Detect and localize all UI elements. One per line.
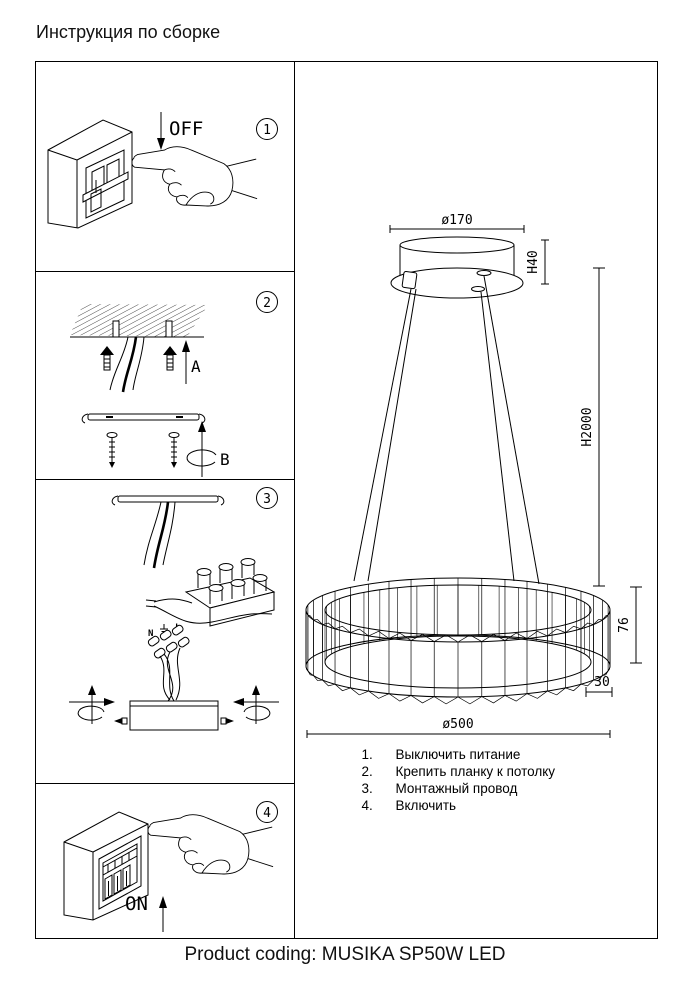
hand-icon: [148, 815, 273, 874]
ceiling: [70, 304, 208, 337]
rotate-b-icon: [187, 421, 216, 477]
svg-text:H2000: H2000: [579, 407, 595, 447]
step-1-illustration: [36, 62, 294, 271]
legend-item: 2. Крепить планку к потолку: [361, 764, 556, 779]
drawing-panel: [296, 62, 657, 938]
breaker-box-off: [48, 120, 132, 228]
svg-text:ø170: ø170: [440, 213, 473, 228]
svg-text:76: 76: [616, 617, 632, 633]
step-number-badge: [257, 292, 278, 313]
step-3-illustration: [36, 480, 294, 783]
legend-item: 3. Монтажный провод: [361, 781, 518, 796]
dim-canopy-height: [526, 240, 549, 284]
screws: [107, 433, 179, 469]
dim-canopy-diameter: [390, 213, 524, 233]
svg-text:4: 4: [263, 806, 271, 821]
step-number-badge: [257, 119, 278, 140]
label-b: B: [220, 450, 230, 469]
main-frame: [35, 61, 658, 939]
svg-text:H40: H40: [525, 250, 541, 274]
step-2-cell: [36, 272, 294, 480]
off-arrow-icon: [157, 112, 165, 150]
wire-connectors: [147, 624, 190, 701]
fasten-left-icon: [69, 685, 127, 724]
svg-text:ø500: ø500: [441, 717, 474, 732]
label-a: A: [191, 357, 201, 376]
canopy-body: [130, 701, 218, 730]
step-4-illustration: [36, 784, 294, 941]
step-4-cell: [36, 784, 294, 941]
step-number-badge: [257, 488, 278, 509]
step-number-badge: [257, 802, 278, 823]
product-coding: Product coding: MUSIKA SP50W LED: [184, 944, 506, 965]
dim-ring-rim: [586, 675, 612, 697]
dim-ring-height: [617, 587, 642, 663]
svg-text:3: 3: [263, 492, 271, 507]
svg-text:1: 1: [263, 123, 271, 138]
step-3-cell: [36, 480, 294, 784]
on-arrow-icon: [159, 896, 167, 932]
page-title: Инструкция по сборке: [36, 22, 221, 42]
mounting-bar: [82, 414, 205, 423]
off-label: OFF: [169, 118, 204, 140]
neutral-label: N: [148, 629, 154, 639]
arrow-a-icon: [182, 340, 190, 384]
crystal-ring: [306, 578, 610, 704]
step-2-illustration: [36, 272, 294, 479]
dim-ring-diameter: [307, 717, 610, 738]
terminal-block: [146, 559, 274, 627]
svg-text:30: 30: [593, 675, 610, 690]
ceiling-canopy: [391, 237, 523, 298]
on-label: ON: [125, 893, 148, 915]
step-1-cell: [36, 62, 294, 272]
assembly-legend: [362, 746, 556, 814]
dim-suspension-height: [580, 268, 605, 586]
svg-text:2: 2: [263, 296, 271, 311]
legend-item: 4. Включить: [361, 798, 457, 813]
installed-bar: [112, 496, 224, 568]
suspension-cables: [354, 276, 539, 584]
ceiling-wires: [110, 337, 144, 392]
legend-item: 1. Выключить питание: [361, 747, 521, 762]
fasten-right-icon: [221, 685, 279, 724]
steps-column: [36, 62, 295, 938]
hand-icon: [132, 147, 257, 206]
